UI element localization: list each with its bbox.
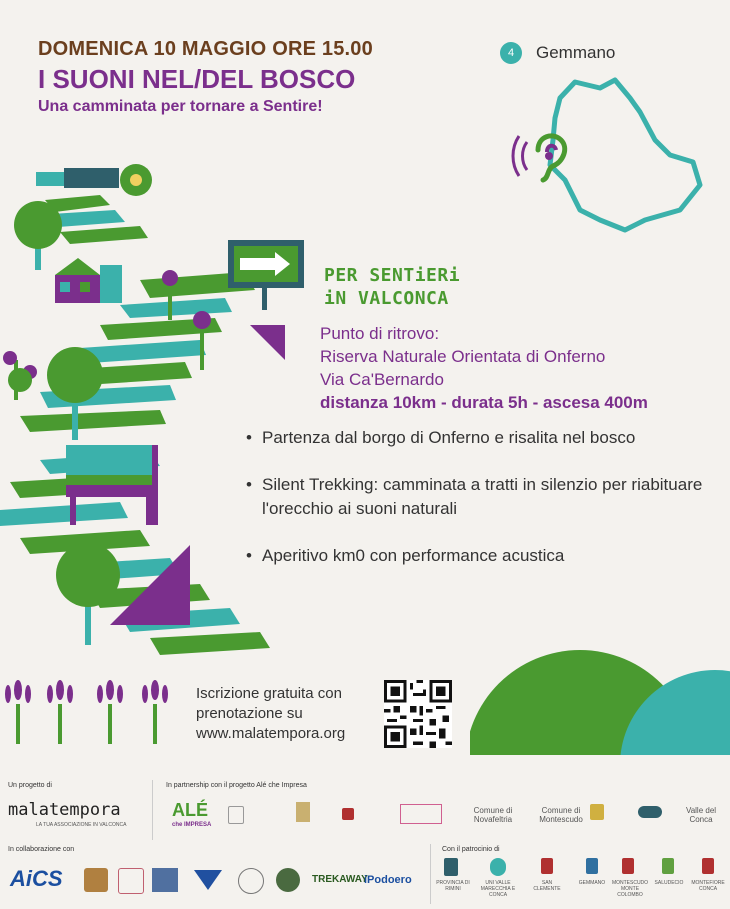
patron-name: PROVINCIA DI RIMINI	[436, 880, 470, 892]
aics-logo: AiCS	[10, 866, 63, 891]
meeting-place: Riserva Naturale Orientata di Onferno	[320, 347, 606, 366]
ale-logo: ALÉ	[172, 800, 208, 820]
qr-code[interactable]	[384, 680, 452, 748]
highlights-list	[246, 426, 716, 591]
emblem-icon	[228, 806, 244, 824]
event-subtitle: Una camminata per tornare a Sentire!	[38, 98, 323, 115]
collab-label: In collaborazione con	[8, 846, 75, 853]
brand-line-2: iN VALCONCA	[324, 288, 449, 309]
footer-divider	[430, 844, 431, 904]
decorative-hills	[470, 625, 730, 755]
patron-name: SALUDECIO	[654, 880, 684, 886]
location-number-badge: 4	[500, 42, 522, 64]
ale-logo-sub: che IMPRESA	[172, 822, 212, 828]
partnership-label: In partnership con il progetto Alé che Impresa	[166, 782, 307, 789]
emblem-icon	[84, 868, 108, 892]
emblem-icon	[238, 868, 264, 894]
emblem-icon	[342, 808, 354, 820]
meeting-address: Via Ca'Bernardo	[320, 370, 444, 389]
tree-icon	[56, 543, 120, 645]
patron-name: UNI VALLE MARECCHIA E CONCA	[480, 880, 516, 898]
patron-name: GEMMANO	[578, 880, 606, 886]
signup-line-2: prenotazione su	[196, 705, 303, 722]
ipodoero-logo: iPodoero	[364, 874, 412, 886]
emblem-icon	[590, 804, 604, 820]
emblem-icon	[622, 858, 634, 874]
gemmano-map-outline	[505, 70, 715, 240]
footer-divider	[152, 780, 153, 840]
signup-info	[196, 684, 345, 744]
meeting-info	[320, 322, 648, 414]
trekaway-logo: TREKAWAY	[312, 874, 368, 885]
partner-logo: Valle del Conca	[685, 806, 717, 824]
emblem-icon	[702, 858, 714, 874]
emblem-icon	[296, 802, 310, 822]
emblem-icon	[400, 804, 442, 824]
emblem-icon	[194, 870, 222, 890]
list-item: • Aperitivo km0 con performance acustica	[246, 544, 716, 568]
emblem-icon	[638, 806, 662, 818]
patron-name: SAN CLEMENTE	[533, 880, 561, 892]
house-icon	[55, 258, 122, 303]
patron-name: MONTEFIORE CONCA	[691, 880, 725, 892]
list-item: • Silent Trekking: camminata a tratti in silenzio per riabituare l'orecchio ai suoni naturali	[246, 473, 716, 521]
partner-logo: Comune di Montescudo	[539, 806, 583, 824]
emblem-icon	[490, 858, 506, 876]
patron-logos	[436, 858, 730, 898]
triangle-decoration	[110, 545, 190, 625]
emblem-icon	[444, 858, 458, 876]
brand-logo-text	[324, 264, 460, 310]
location-name: Gemmano	[536, 43, 616, 62]
project-label: Un progetto di	[8, 782, 52, 789]
emblem-icon	[586, 858, 598, 874]
emblem-icon	[662, 858, 674, 874]
partner-logo: Comune di Novafeltria	[473, 806, 513, 824]
triangle-decoration	[250, 325, 285, 360]
malatempora-logo: malatempora	[8, 800, 121, 820]
list-item: • Partenza dal borgo di Onferno e risalita nel bosco	[246, 426, 716, 450]
patron-name: MONTESCUDO MONTE COLOMBO	[611, 880, 649, 898]
signup-url[interactable]: www.malatempora.org	[196, 725, 346, 742]
meeting-label: Punto di ritrovo:	[320, 324, 440, 343]
event-date: DOMENICA 10 MAGGIO ORE 15.00	[38, 38, 373, 60]
lavender-bunches	[0, 676, 180, 750]
emblem-icon	[541, 858, 553, 874]
brand-line-1: PER SENTiERi	[324, 265, 461, 286]
meeting-stats: distanza 10km - durata 5h - ascesa 400m	[320, 393, 648, 412]
telescope-icon	[36, 164, 152, 196]
emblem-icon	[118, 868, 144, 894]
emblem-icon	[152, 868, 178, 892]
patron-label: Con il patrocinio di	[442, 846, 500, 853]
signup-line-1: Iscrizione gratuita con	[196, 685, 342, 702]
event-title: I SUONI NEL/DEL BOSCO	[38, 64, 356, 94]
malatempora-tagline: LA TUA ASSOCIAZIONE IN VALCONCA	[36, 822, 127, 828]
flower-icon	[3, 351, 37, 400]
arrow-sign-icon	[228, 240, 304, 310]
tree-icon	[14, 201, 62, 270]
emblem-icon	[276, 868, 300, 892]
